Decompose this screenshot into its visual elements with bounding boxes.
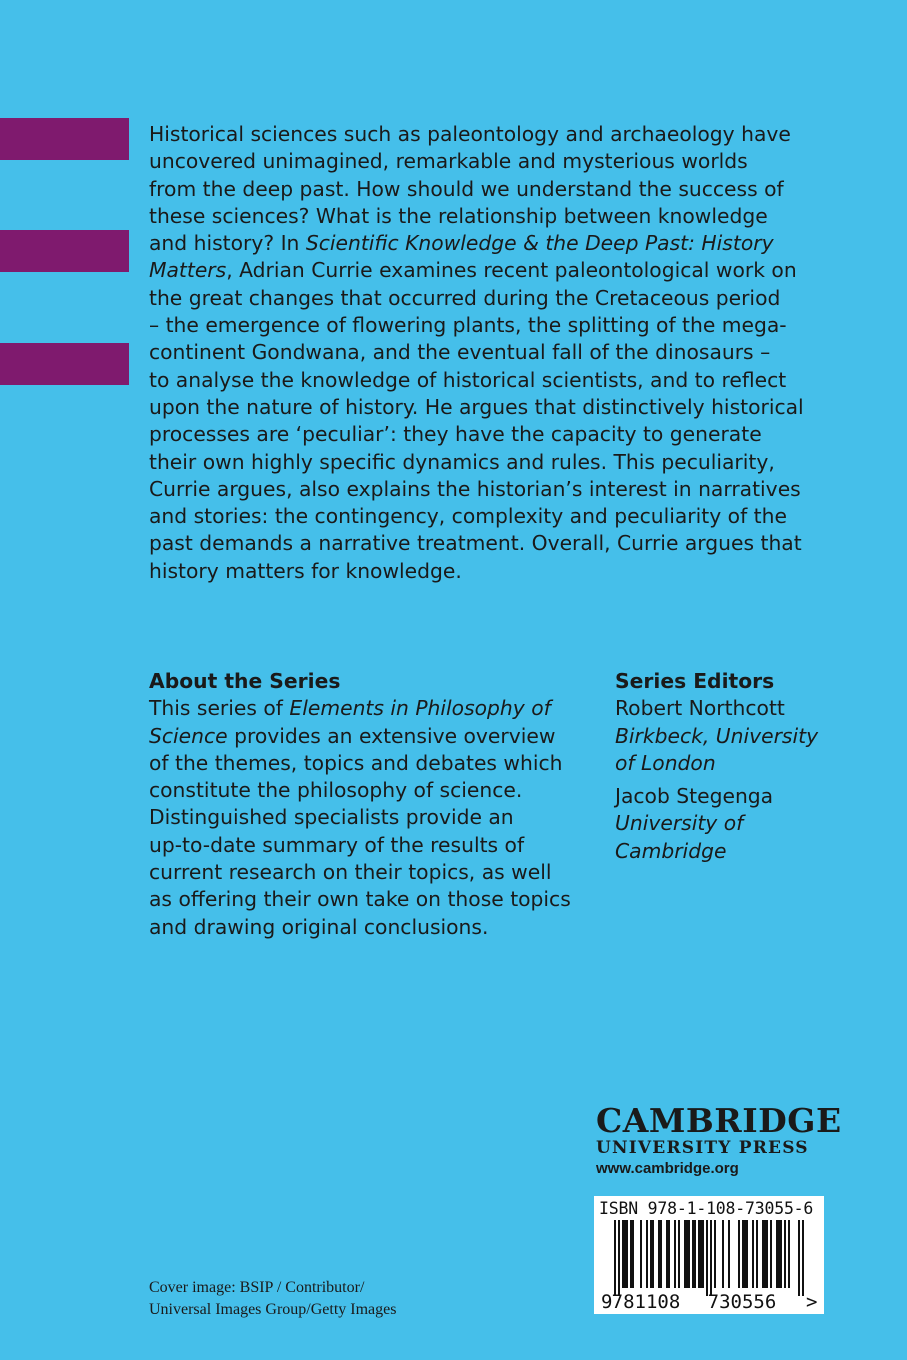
barcode-bar [802, 1220, 804, 1296]
publisher-name: CAMBRIDGE [596, 1101, 842, 1140]
editor-affiliation: of London [615, 750, 716, 775]
barcode-bar [788, 1220, 790, 1288]
barcode-bar [674, 1220, 676, 1288]
barcode-bar [702, 1220, 704, 1288]
blurb-line: upon the nature of history. He argues that distinctively historical [149, 394, 804, 419]
barcode-bar [766, 1220, 768, 1288]
barcode-bar [706, 1220, 708, 1296]
accent-bar-3 [0, 343, 129, 385]
barcode-bar [632, 1220, 634, 1288]
series-line: current research on their topics, as well [149, 860, 552, 885]
isbn-label: ISBN 978-1-108-73055-6 [599, 1199, 814, 1218]
publisher-logo [596, 1101, 842, 1180]
blurb-line: their own highly specific dynamics and rules. This peculiarity, [149, 449, 775, 474]
series-line: and drawing original conclusions. [149, 914, 489, 939]
editor-affiliation: University of [615, 811, 744, 836]
series-title-part-2: Science [149, 723, 228, 748]
barcode-bar [780, 1220, 782, 1288]
about-series-heading: About the Series [149, 669, 341, 693]
barcode-arrow: > [806, 1291, 818, 1313]
blurb-line: processes are ‘peculiar’: they have the capacity to generate [149, 422, 762, 447]
barcode-bar [770, 1220, 772, 1288]
barcode-bar [660, 1220, 662, 1288]
barcode-bar [744, 1220, 746, 1288]
series-text: This series of [149, 696, 290, 721]
blurb-line: these sciences? What is the relationship between knowledge [149, 203, 768, 228]
barcode-bar [666, 1220, 668, 1288]
barcode-bar [624, 1220, 626, 1288]
barcode-bar [710, 1220, 712, 1296]
accent-bar-2 [0, 230, 129, 272]
series-line [149, 695, 599, 722]
editor-affiliation: Cambridge [615, 838, 727, 863]
barcode-bar [622, 1220, 624, 1288]
barcode-bar [646, 1220, 648, 1288]
barcode-bar [668, 1220, 670, 1288]
blurb-line: Historical sciences such as paleontology and archaeology have [149, 122, 791, 146]
editor-affiliation: Birkbeck, University [615, 723, 819, 748]
series-line: Distinguished specialists provide an [149, 805, 514, 830]
barcode-bar [618, 1220, 620, 1296]
series-line: of the themes, topics and debates which [149, 750, 563, 775]
barcode-bar [688, 1220, 690, 1288]
barcode-bar [650, 1220, 652, 1288]
barcode-bar [694, 1220, 696, 1288]
barcode-bar [626, 1220, 628, 1288]
book-blurb [149, 121, 839, 585]
cover-image-credit [149, 1277, 396, 1321]
editor-name: Jacob Stegenga [615, 784, 774, 809]
series-title-part-1: Elements in Philosophy of [289, 696, 551, 721]
blurb-line [149, 230, 839, 257]
barcode-bar [762, 1220, 764, 1288]
barcode-bar [686, 1220, 688, 1288]
publisher-url: www.cambridge.org [596, 1160, 739, 1177]
series-line: as offering their own take on those topics [149, 887, 571, 912]
editor-entry [615, 783, 875, 865]
barcode-bar [692, 1220, 694, 1288]
barcode-bar [640, 1220, 642, 1288]
blurb-line: uncovered unimagined, remarkable and mysterious worlds [149, 149, 748, 174]
editor-entry [615, 695, 875, 777]
barcode-right-digits: 730556 [707, 1291, 777, 1313]
barcode-bar [752, 1220, 754, 1288]
blurb-line: and stories: the contingency, complexity and peculiarity of the [149, 504, 787, 529]
barcode-bar [678, 1220, 680, 1288]
barcode-bar [798, 1220, 800, 1296]
isbn-barcode [594, 1196, 824, 1314]
about-series-section [149, 668, 599, 941]
blurb-line: the great changes that occurred during the Cretaceous period [149, 285, 781, 310]
barcode-bar [630, 1220, 632, 1288]
blurb-text: , Adrian Currie examines recent paleontological work on [226, 258, 797, 283]
book-title-part-2: Matters [149, 258, 227, 283]
series-line [149, 723, 599, 750]
accent-bar-1 [0, 118, 129, 160]
barcode-bar [742, 1220, 744, 1288]
barcode-bar [658, 1220, 660, 1288]
book-title-part-1: Scientific Knowledge & the Deep Past: History [305, 231, 774, 256]
barcode-left-digits: 781108 [611, 1291, 681, 1313]
barcode-bar [738, 1220, 740, 1288]
blurb-line: – the emergence of flowering plants, the splitting of the mega- [149, 313, 787, 338]
barcode-bar [776, 1220, 778, 1288]
blurb-line: past demands a narrative treatment. Overall, Currie argues that [149, 531, 802, 556]
barcode-bar [614, 1220, 616, 1296]
series-line: up-to-date summary of the results of [149, 832, 525, 857]
barcode-bar [698, 1220, 700, 1288]
barcode-bar [778, 1220, 780, 1288]
barcode-bars [614, 1220, 804, 1296]
barcode-bar [746, 1220, 748, 1288]
blurb-line [149, 257, 839, 284]
blurb-text: and history? In [149, 231, 306, 256]
barcode-bar [784, 1220, 786, 1288]
editor-name: Robert Northcott [615, 696, 785, 721]
series-editors-heading: Series Editors [615, 669, 775, 693]
credit-line: Universal Images Group/Getty Images [149, 1301, 397, 1318]
blurb-line: from the deep past. How should we understand the success of [149, 176, 784, 201]
publisher-subtitle: UNIVERSITY PRESS [596, 1138, 809, 1158]
blurb-line: continent Gondwana, and the eventual fall of the dinosaurs – [149, 340, 771, 365]
series-editors-section [615, 668, 875, 865]
credit-line: Cover image: BSIP / Contributor/ [149, 1279, 365, 1296]
barcode-bar [728, 1220, 730, 1288]
series-line: constitute the philosophy of science. [149, 778, 523, 803]
barcode-bar [652, 1220, 654, 1288]
blurb-line: to analyse the knowledge of historical scientists, and to reflect [149, 367, 787, 392]
barcode-bar [722, 1220, 724, 1288]
barcode-first-digit: 9 [601, 1291, 613, 1313]
blurb-line: Currie argues, also explains the historian’s interest in narratives [149, 476, 801, 501]
barcode-bar [714, 1220, 716, 1288]
barcode-bar [756, 1220, 758, 1288]
barcode-bar [764, 1220, 766, 1288]
barcode-bar [684, 1220, 686, 1288]
series-text: provides an extensive overview [227, 723, 556, 748]
blurb-line: history matters for knowledge. [149, 558, 462, 583]
barcode-bar [700, 1220, 702, 1288]
